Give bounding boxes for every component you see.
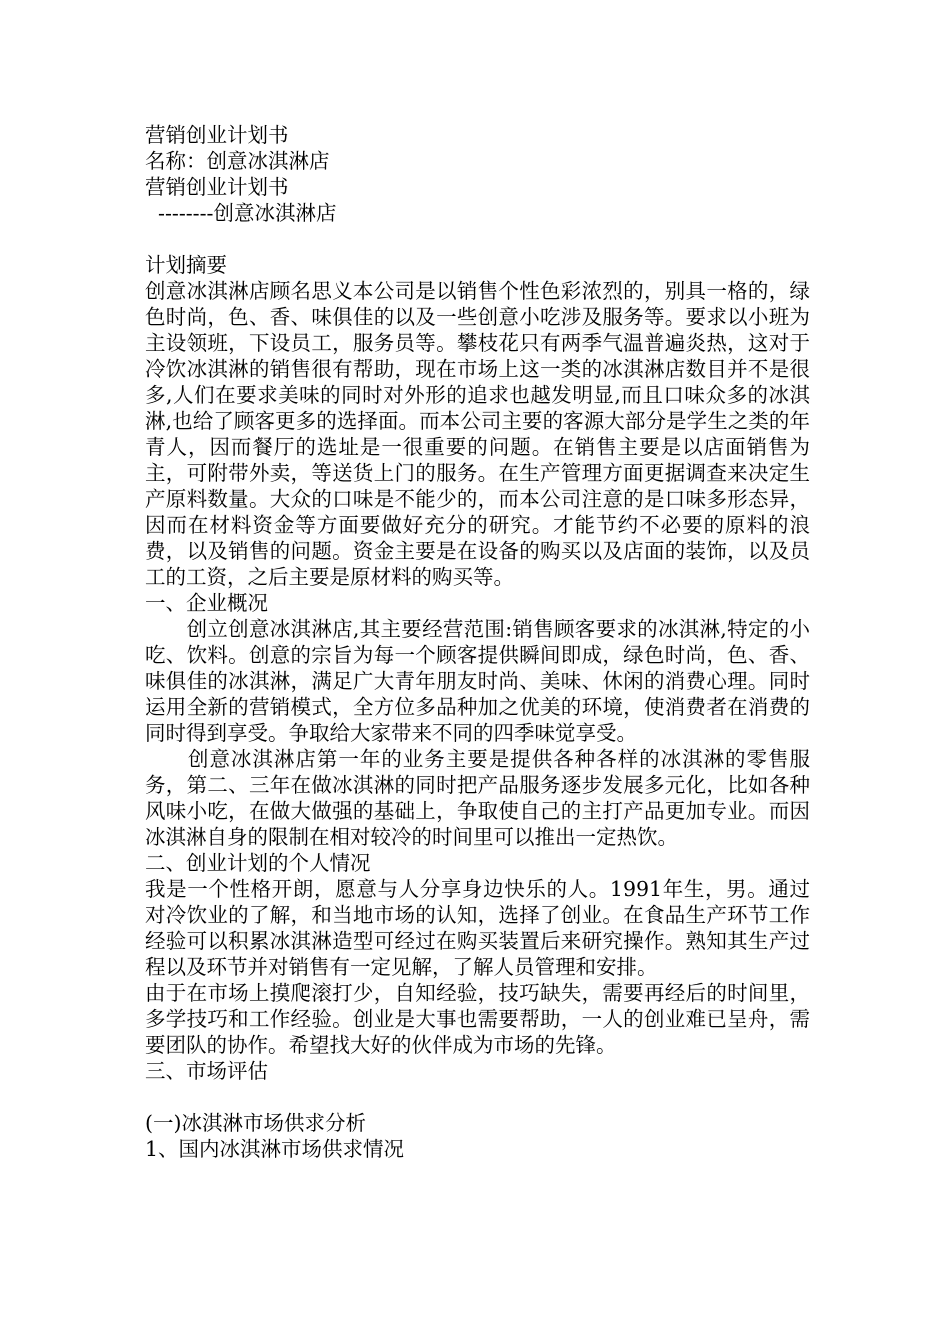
blank-line: [145, 1084, 810, 1110]
document-title: 营销创业计划书: [145, 123, 289, 147]
subheading-domestic-market: 1、国内冰淇淋市场供求情况: [145, 1137, 405, 1161]
blank-line: [145, 226, 810, 252]
personal-situation-paragraph-2: 由于在市场上摸爬滚打少，自知经验，技巧缺失，需要再经后的时间里，多学技巧和工作经验。创业是大事也需要帮助，一人的创业难已呈舟，需要团队的协作。希望找大好的伙伴成为市场的先锋。: [145, 981, 810, 1057]
summary-paragraph: 创意冰淇淋店顾名思义本公司是以销售个性色彩浓烈的，别具一格的，绿色时尚，色、香、味俱佳的以及一些创意小吃涉及服务等。要求以小班为主设领班，下设员工，服务员等。攀枝花只有两季气温普遍炎热，这对于冷饮冰淇淋的销售很有帮助，现在市场上这一类的冰淇淋店数目并不是很多,人们在要求美味的同时对外形的追求也越发明显,而且口味众多的冰淇淋,也给了顾客更多的选择面。而本公司主要的客源大部分是学生之类的年青人，因而餐厅的选址是一很重要的问题。在销售主要是以店面销售为主，可附带外卖，等送货上门的服务。在生产管理方面更据调查来决定生产原料数量。大众的口味是不能少的，而本公司注意的是口味多形态异，因而在材料资金等方面要做好充分的研究。才能节约不必要的原料的浪费，以及销售的问题。资金主要是在设备的购买以及店面的装饰，以及员工的工资，之后主要是原材料的购买等。: [145, 279, 810, 589]
document-subtitle-shop: --------创意冰淇淋店: [145, 201, 337, 225]
section-heading-market-assessment: 三、市场评估: [145, 1059, 268, 1083]
personal-situation-paragraph-1: 我是一个性格开朗，愿意与人分享身边快乐的人。1991年生，男。通过对冷饮业的了解，和当地市场的认知，选择了创业。在食品生产环节工作经验可以积累冰淇淋造型可经过在购买装置后来研究操作。熟知其生产过程以及环节并对销售有一定见解，了解人员管理和安排。: [145, 877, 810, 979]
company-overview-paragraph-1: 创立创意冰淇淋店,其主要经营范围:销售顾客要求的冰淇淋,特定的小吃、饮料。创意的宗旨为每一个顾客提供瞬间即成，绿色时尚，色、香、味俱佳的冰淇淋，满足广大青年朋友时尚、美味、休闲的消费心理。同时运用全新的营销模式，全方位多品种加之优美的环境，使消费者在消费的同时得到享受。争取给大家带来不同的四季味觉享受。: [145, 617, 810, 745]
summary-heading: 计划摘要: [145, 253, 227, 277]
company-overview-paragraph-2: 创意冰淇淋店第一年的业务主要是提供各种各样的冰淇淋的零售服务，第二、三年在做冰淇淋的同时把产品服务逐步发展多元化，比如各种风味小吃，在做大做强的基础上，争取使自己的主打产品更加专业。而因冰淇淋自身的限制在相对较冷的时间里可以推出一定热饮。: [145, 747, 810, 849]
subheading-supply-demand-analysis: (一)冰淇淋市场供求分析: [145, 1111, 366, 1135]
document-name-line: 名称：创意冰淇淋店: [145, 149, 330, 173]
section-heading-company-overview: 一、企业概况: [145, 591, 268, 615]
section-heading-personal-situation: 二、创业计划的个人情况: [145, 851, 371, 875]
document-body: [145, 122, 810, 1162]
document-subtitle: 营销创业计划书: [145, 175, 289, 199]
